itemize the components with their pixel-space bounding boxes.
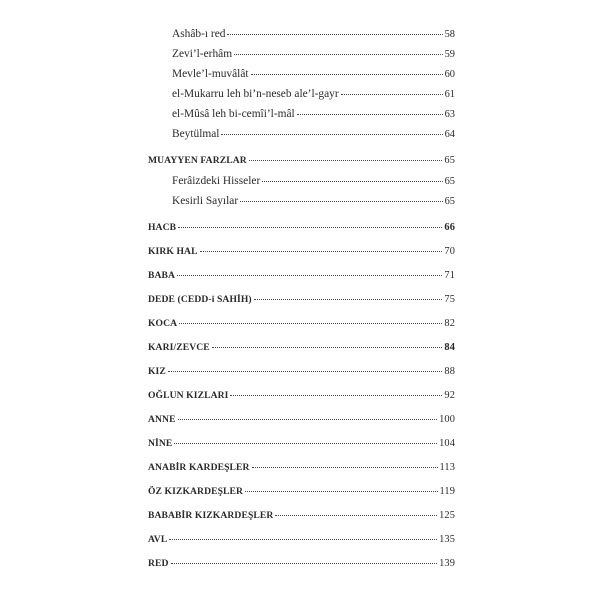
toc-entry-page: 71 xyxy=(444,270,455,281)
toc-entry-page: 61 xyxy=(444,89,455,100)
toc-entry-title: AVL xyxy=(148,534,168,545)
toc-entry xyxy=(148,155,455,166)
dot-leader xyxy=(178,419,438,420)
toc-entry xyxy=(148,462,455,473)
toc-entry-page: 82 xyxy=(444,318,455,329)
toc-entry-page: 135 xyxy=(439,534,455,545)
toc-entry-title: RED xyxy=(148,558,169,569)
toc-entry-page: 70 xyxy=(444,246,455,257)
toc-entry xyxy=(148,486,455,497)
toc-entry-title: Kesirli Sayılar xyxy=(172,195,239,207)
toc-entry-title: KIZ xyxy=(148,366,166,377)
toc-entry xyxy=(172,28,455,40)
toc-entry-title: NİNE xyxy=(148,438,173,449)
dot-leader xyxy=(230,395,442,396)
toc-entry xyxy=(172,175,455,187)
toc-entry-title: ANABİR KARDEŞLER xyxy=(148,462,250,473)
toc-entry-page: 65 xyxy=(444,155,455,166)
toc-entry-title: Ashâb-ı red xyxy=(172,28,226,40)
dot-leader xyxy=(174,443,437,444)
dot-leader xyxy=(234,54,443,55)
dot-leader xyxy=(275,515,437,516)
toc-entry xyxy=(172,108,455,120)
toc-entry xyxy=(148,246,455,257)
dot-leader xyxy=(200,251,443,252)
toc-entry-title: KIRK HAL xyxy=(148,246,198,257)
toc-entry xyxy=(172,195,455,207)
dot-leader xyxy=(245,491,437,492)
toc-entry-page: 125 xyxy=(439,510,455,521)
toc-entry-title: KARI/ZEVCE xyxy=(148,342,210,353)
toc-entry xyxy=(148,294,455,305)
dot-leader xyxy=(249,160,443,161)
toc-entry xyxy=(148,270,455,281)
dot-leader xyxy=(262,181,442,182)
toc-entry-page: 84 xyxy=(444,342,455,353)
toc-entry-title: BABABİR KIZKARDEŞLER xyxy=(148,510,274,521)
dot-leader xyxy=(168,371,443,372)
toc-entry-title: Beytülmal xyxy=(172,128,220,140)
toc-entry-title: el-Mukarru leh bi’n-neseb ale’l-gayr xyxy=(172,88,339,100)
toc-entry xyxy=(148,510,455,521)
toc-entry-page: 66 xyxy=(444,222,455,233)
toc-entry-page: 63 xyxy=(444,109,455,120)
dot-leader xyxy=(254,299,443,300)
dot-leader xyxy=(212,347,443,348)
dot-leader xyxy=(240,201,442,202)
toc-entry-title: DEDE (CEDD-i SAHİH) xyxy=(148,294,252,305)
toc-entry-title: MUAYYEN FARZLAR xyxy=(148,155,247,166)
toc-entry xyxy=(148,414,455,425)
toc-entry xyxy=(172,88,455,100)
toc-entry-title: Ferâizdeki Hisseler xyxy=(172,175,261,187)
toc-entry-title: BABA xyxy=(148,270,176,281)
toc-entry-page: 59 xyxy=(444,49,455,60)
toc-entry-title: OĞLUN KIZLARI xyxy=(148,390,229,401)
toc-entry-page: 65 xyxy=(444,176,455,187)
toc-entry-title: el-Mûsâ leh bi-cemîi’l-mâl xyxy=(172,108,295,120)
dot-leader xyxy=(179,323,442,324)
toc-entry-title: ANNE xyxy=(148,414,176,425)
dot-leader xyxy=(227,34,442,35)
toc-entry xyxy=(148,222,455,233)
toc-entry-title: ÖZ KIZKARDEŞLER xyxy=(148,486,244,497)
dot-leader xyxy=(169,539,437,540)
toc-entry xyxy=(148,366,455,377)
toc-entry xyxy=(148,390,455,401)
toc-entry-page: 139 xyxy=(439,558,455,569)
toc-entry xyxy=(148,318,455,329)
toc-entry-page: 65 xyxy=(444,196,455,207)
toc-entry-page: 119 xyxy=(439,486,455,497)
toc-entry xyxy=(172,128,455,140)
toc-entry-page: 64 xyxy=(444,129,455,140)
dot-leader xyxy=(252,467,438,468)
toc-entry-page: 104 xyxy=(439,438,455,449)
toc-entry xyxy=(148,534,455,545)
toc-entry-title: HACB xyxy=(148,222,177,233)
toc-entry-title: Mevle’l-muvâlât xyxy=(172,68,249,80)
toc-entry-page: 75 xyxy=(444,294,455,305)
toc-entry-page: 113 xyxy=(439,462,455,473)
toc-entry-page: 100 xyxy=(439,414,455,425)
dot-leader xyxy=(178,227,442,228)
toc-entry-page: 60 xyxy=(444,69,455,80)
toc-entry-page: 88 xyxy=(444,366,455,377)
toc-entry xyxy=(172,48,455,60)
dot-leader xyxy=(221,134,442,135)
toc-entry xyxy=(172,68,455,80)
toc-entry-title: Zevi’l-erhâm xyxy=(172,48,233,60)
dot-leader xyxy=(171,563,438,564)
toc-entry-page: 58 xyxy=(444,29,455,40)
toc-entry xyxy=(148,438,455,449)
dot-leader xyxy=(341,94,443,95)
dot-leader xyxy=(251,74,443,75)
dot-leader xyxy=(177,275,442,276)
toc-entry xyxy=(148,558,455,569)
toc-entry xyxy=(148,342,455,353)
toc-entry-page: 92 xyxy=(444,390,455,401)
dot-leader xyxy=(297,114,443,115)
toc-entry-title: KOCA xyxy=(148,318,178,329)
